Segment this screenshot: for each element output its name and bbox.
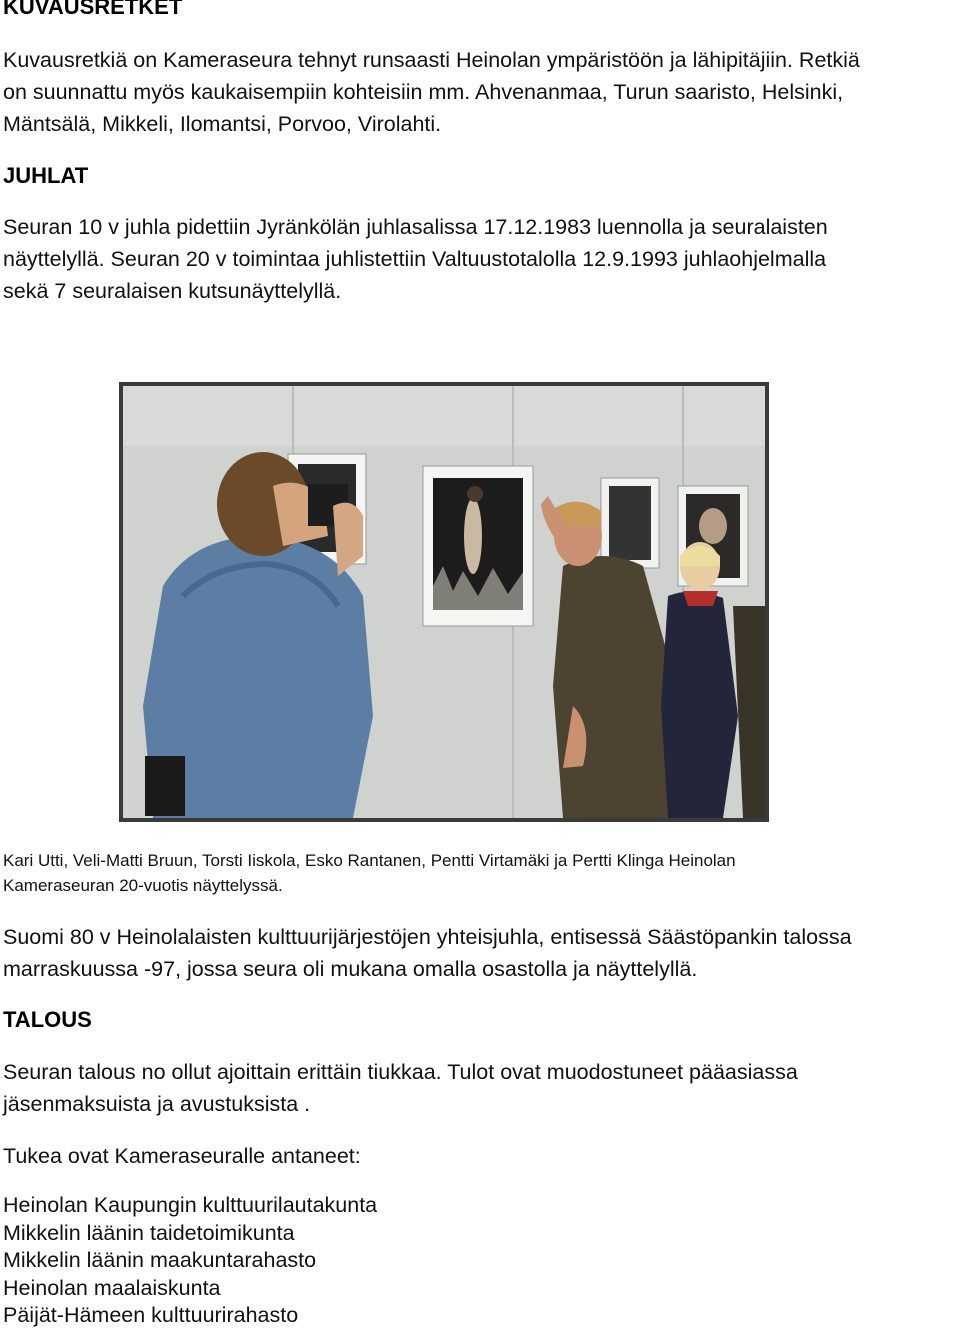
list-item: Mikkelin läänin taidetoimikunta — [3, 1220, 295, 1245]
exhibition-photo — [119, 382, 769, 822]
text-line: sekä 7 seuralaisen kutsunäyttelyllä. — [3, 279, 342, 303]
text-line: näyttelyllä. Seuran 20 v toimintaa juhlistettiin Valtuustotalolla 12.9.1993 juhlaohjelmalla — [3, 247, 827, 271]
text-line: jäsenmaksuista ja avustuksista . — [3, 1092, 311, 1116]
exhibition-photo-illustration — [123, 386, 765, 818]
heading-juhlat: JUHLAT — [3, 163, 89, 188]
text-line: marraskuussa -97, jossa seura oli mukana omalla osastolla ja näyttelyllä. — [3, 957, 698, 981]
text-line: Kuvausretkiä on Kameraseura tehnyt runsaasti Heinolan ympäristöön ja lähipitäjiin. Retkiä — [3, 48, 860, 72]
text-line: Mäntsälä, Mikkeli, Ilomantsi, Porvoo, Virolahti. — [3, 112, 442, 136]
list-item: Päijät-Hämeen kulttuurirahasto — [3, 1303, 299, 1327]
paragraph-juhlat — [3, 211, 955, 307]
supporters-list — [3, 1192, 377, 1330]
list-item: Mikkelin läänin maakuntarahasto — [3, 1248, 317, 1272]
list-item: Heinolan Kaupungin kulttuurilautakunta — [3, 1193, 378, 1217]
photo-caption — [3, 848, 955, 898]
heading-talous: TALOUS — [3, 1007, 92, 1032]
text-line: Seuran talous no ollut ajoittain erittäin tiukkaa. Tulot ovat muodostuneet pääasiassa — [3, 1060, 798, 1084]
heading-kuvausretket: KUVAUSRETKET — [3, 0, 183, 19]
paragraph-talous — [3, 1056, 955, 1120]
support-intro: Tukea ovat Kameraseuralle antaneet: — [3, 1144, 361, 1168]
text-line: on suunnattu myös kaukaisempiin kohteisiin mm. Ahvenanmaa, Turun saaristo, Helsinki, — [3, 80, 844, 104]
paragraph-suomi80 — [3, 921, 955, 985]
caption-line: Kameraseuran 20-vuotis näyttelyssä. — [3, 876, 283, 895]
list-item: Heinolan maalaiskunta — [3, 1275, 221, 1300]
caption-line: Kari Utti, Veli-Matti Bruun, Torsti Iiskola, Esko Rantanen, Pentti Virtamäki ja Pertti Klinga Heinolan — [3, 851, 736, 870]
paragraph-kuvausretket — [3, 44, 955, 140]
text-line: Suomi 80 v Heinolalaisten kulttuurijärjestöjen yhteisjuhla, entisessä Säästöpankin talossa — [3, 925, 852, 949]
text-line: Seuran 10 v juhla pidettiin Jyränkölän juhlasalissa 17.12.1983 luennolla ja seuralaisten — [3, 215, 828, 239]
